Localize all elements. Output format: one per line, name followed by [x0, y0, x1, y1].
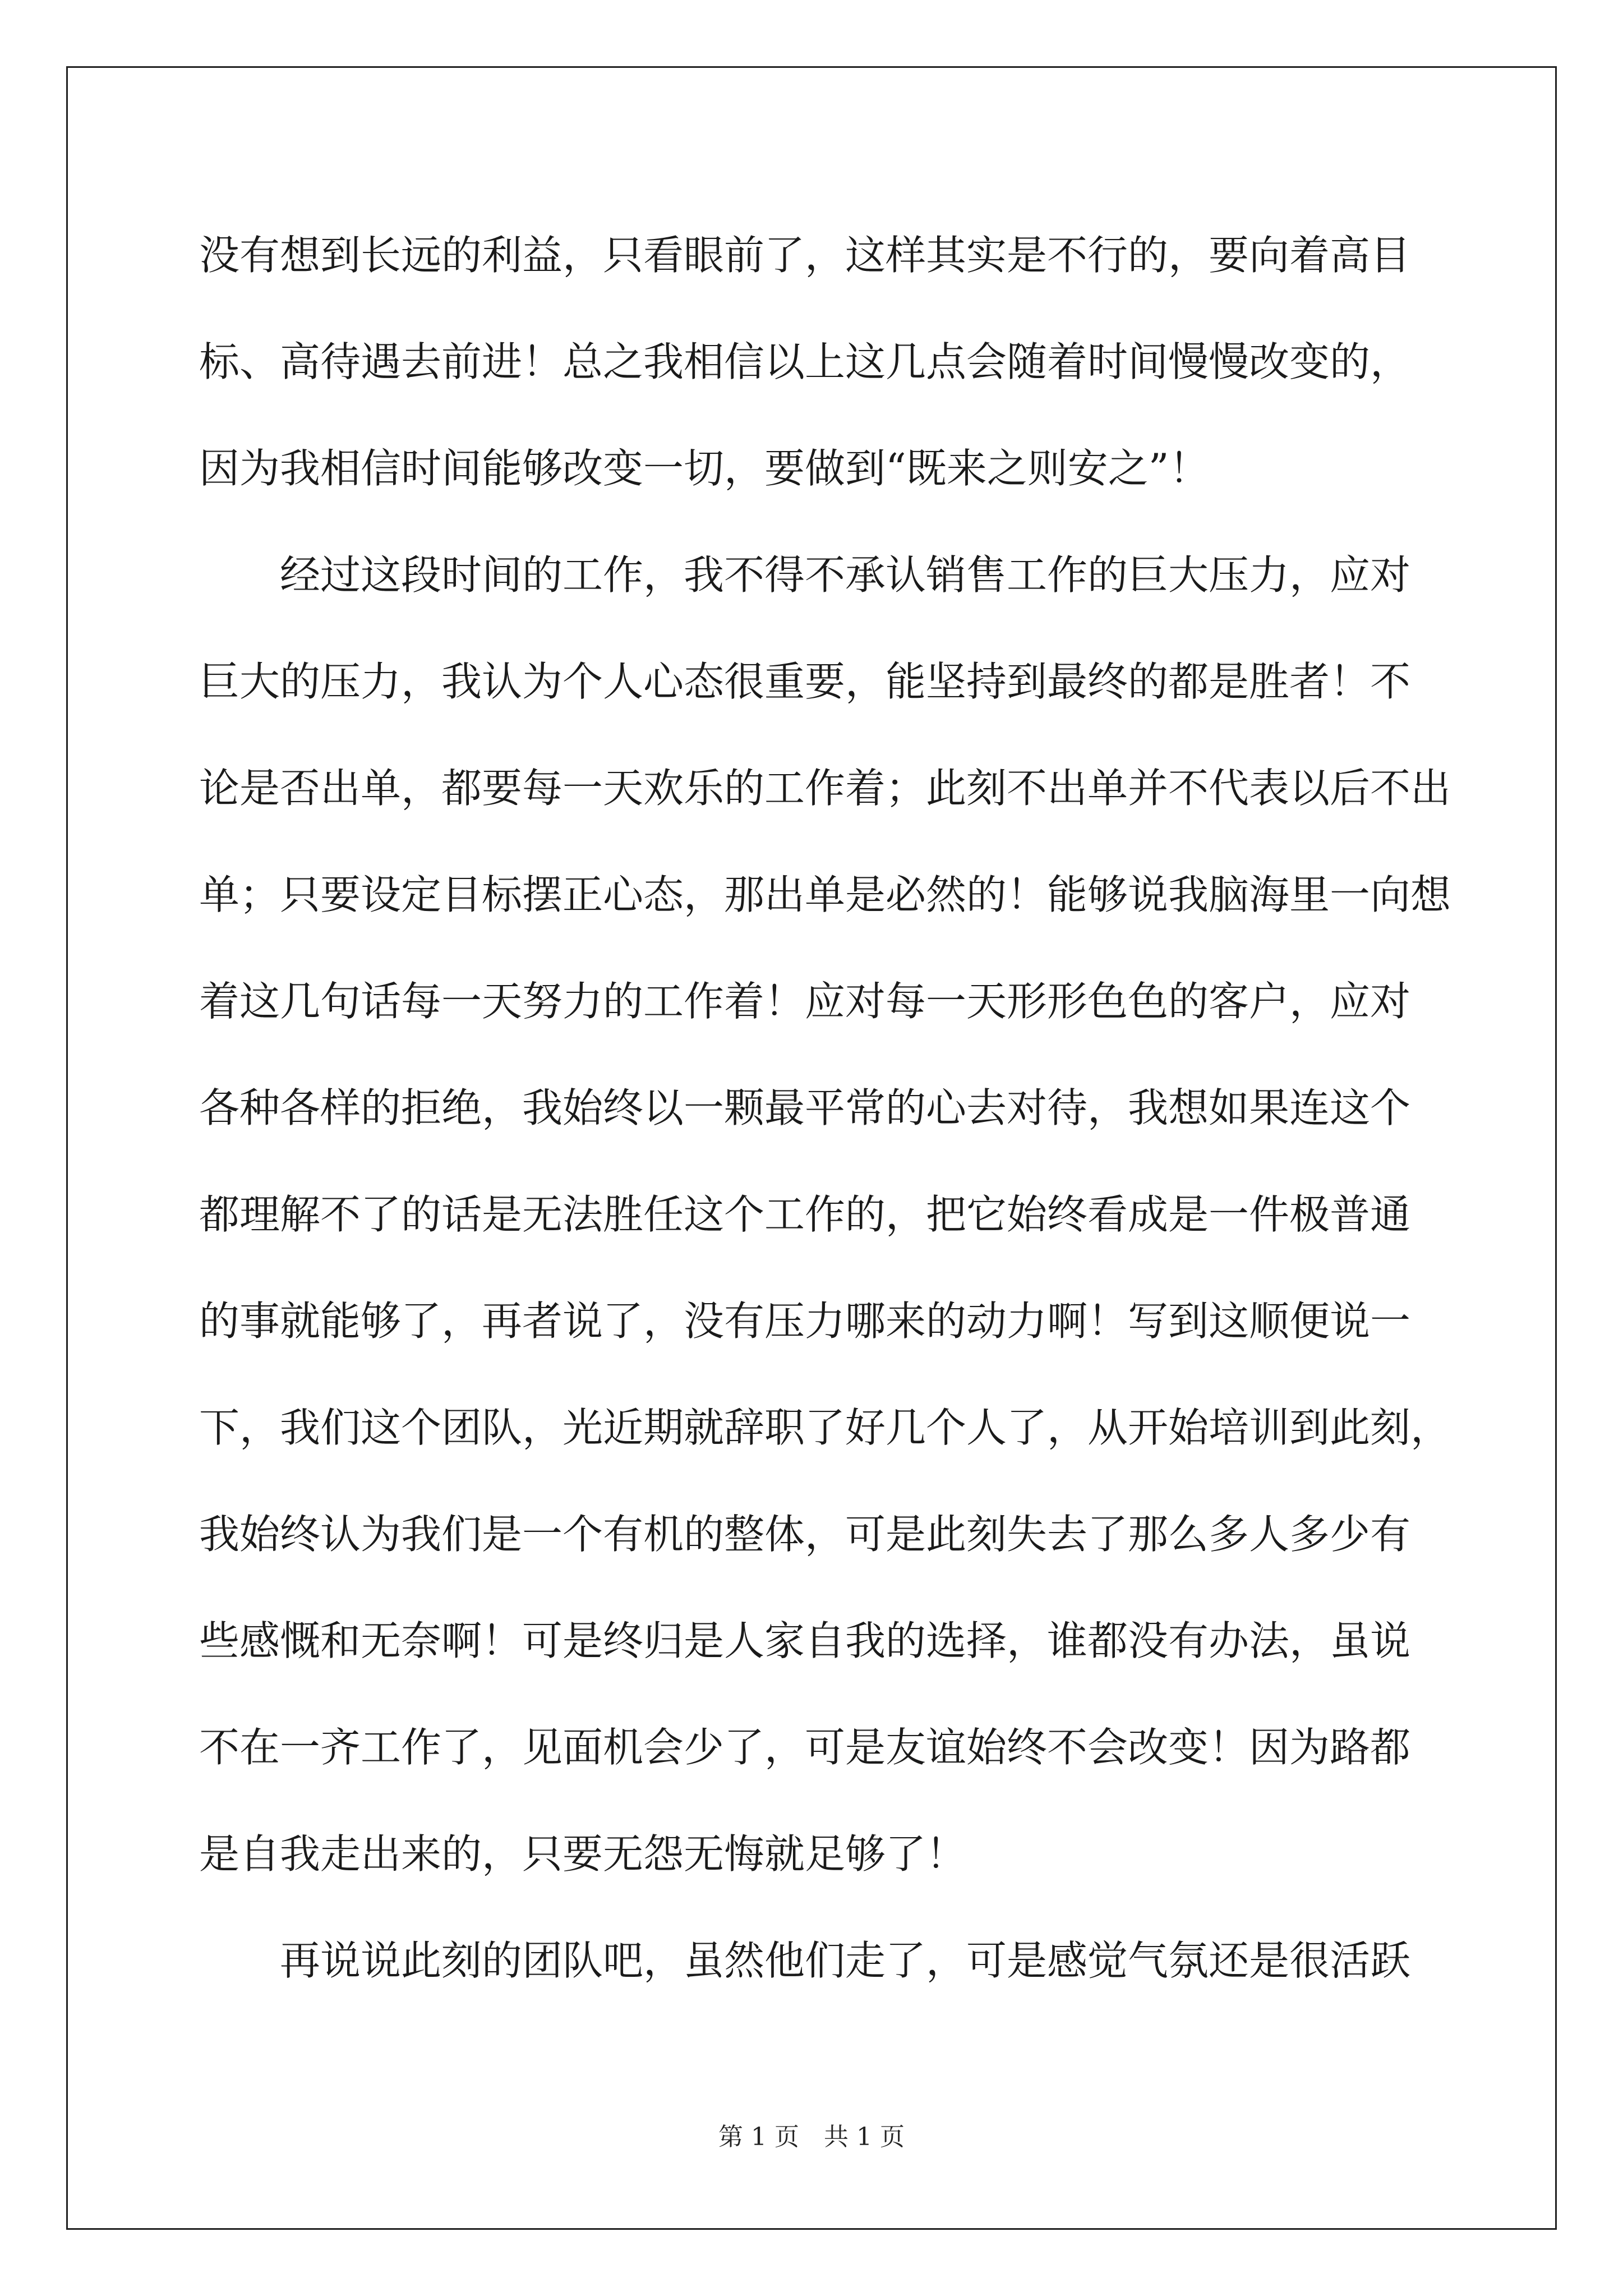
text-line: 都理解不了的话是无法胜任这个工作的，把它始终看成是一件极普通: [199, 1191, 1411, 1238]
text-line: 没有想到长远的利益，只看眼前了，这样其实是不行的，要向着高目: [199, 232, 1411, 279]
text-line: 经过这段时间的工作，我不得不承认销售工作的巨大压力，应对: [199, 551, 1411, 599]
text-line: 是自我走出来的，只要无怨无悔就足够了！: [199, 1830, 967, 1878]
text-line: 因为我相信时间能够改变一切，要做到“既来之则安之”！: [199, 445, 1210, 492]
text-line: 的事就能够了，再者说了，没有压力哪来的动力啊！写到这顺便说一: [199, 1297, 1411, 1345]
text-line: 巨大的压力，我认为个人心态很重要，能坚持到最终的都是胜者！不: [199, 658, 1411, 705]
page-border: [66, 66, 1557, 2230]
text-line: 我始终认为我们是一个有机的整体，可是此刻失去了那么多人多少有: [199, 1511, 1411, 1558]
text-line: 着这几句话每一天努力的工作着！应对每一天形形色色的客户，应对: [199, 978, 1411, 1025]
text-line: 论是否出单，都要每一天欢乐的工作着；此刻不出单并不代表以后不出: [199, 765, 1451, 812]
text-line: 下，我们这个团队，光近期就辞职了好几个人了，从开始培训到此刻，: [199, 1404, 1451, 1451]
text-line: 单；只要设定目标摆正心态，那出单是必然的！能够说我脑海里一向想: [199, 871, 1451, 918]
page-number: 第 1 页 共 1 页: [718, 2123, 905, 2151]
text-line: 再说说此刻的团队吧，虽然他们走了，可是感觉气氛还是很活跃: [199, 1937, 1411, 1984]
text-line: 标、高待遇去前进！总之我相信以上这几点会随着时间慢慢改变的，: [199, 338, 1411, 385]
text-line: 些感慨和无奈啊！可是终归是人家自我的选择，谁都没有办法，虽说: [199, 1617, 1411, 1664]
text-line: 不在一齐工作了，见面机会少了，可是友谊始终不会改变！因为路都: [199, 1724, 1411, 1771]
text-line: 各种各样的拒绝，我始终以一颗最平常的心去对待，我想如果连这个: [199, 1084, 1411, 1131]
